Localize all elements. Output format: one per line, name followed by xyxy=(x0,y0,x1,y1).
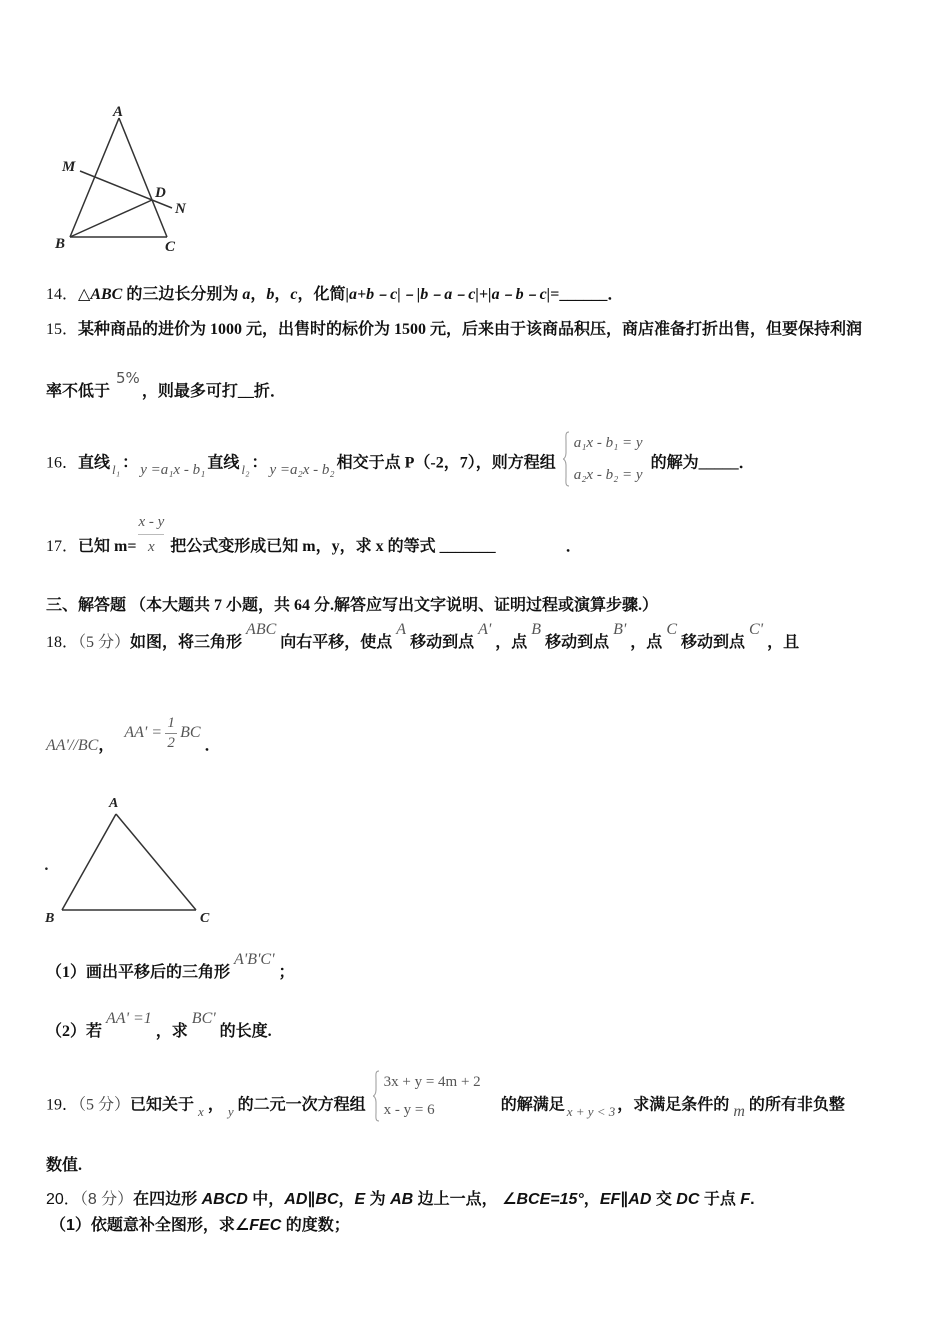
sub-question-text: 的长度. xyxy=(219,1023,272,1040)
question-text: 数值. xyxy=(46,1157,83,1174)
label-d: D xyxy=(155,185,166,201)
question-text: 向右平移，使点 xyxy=(280,634,393,651)
question-text: ，点 xyxy=(630,634,663,651)
math-point-a-prime: A' xyxy=(478,621,492,638)
semicolon: ； xyxy=(278,964,295,981)
math-angle-bce: ∠BCE=15° xyxy=(502,1191,584,1208)
system-equation-1: 3x + y = 4m + 2 xyxy=(383,1074,481,1090)
period: . xyxy=(750,1191,755,1208)
sub-question-label: （1） xyxy=(50,1217,91,1234)
question-18-part-1 xyxy=(46,951,295,983)
math-point-a: A xyxy=(396,621,407,638)
period: ． xyxy=(738,454,755,472)
question-text: 移动到点 xyxy=(545,634,610,651)
label-b: B xyxy=(55,236,66,252)
math-percent: 5% xyxy=(116,369,140,387)
period: ． xyxy=(607,286,624,303)
system-equation-2: a₂x - b₂ = y xyxy=(573,467,643,483)
section-note: （本大题共 7 小题，共 64 分.解答应写出文字说明、证明过程或演算步骤.） xyxy=(126,597,659,614)
math-bc-prime: BC' xyxy=(191,1010,216,1027)
question-text: 相交于点 P（-2，7），则方程组 xyxy=(336,454,556,472)
stray-dot: . xyxy=(45,857,49,874)
comma: ， xyxy=(583,1191,600,1208)
question-text: 的所有非负整 xyxy=(748,1096,845,1114)
period: ． xyxy=(565,538,582,555)
question-text: 交 xyxy=(651,1191,677,1208)
math-ad-parallel-bc: AD∥BC xyxy=(284,1191,339,1208)
section-title: 三、解答题 xyxy=(46,597,127,614)
question-text: 把公式变形成已知 m，y，求 x 的等式 xyxy=(170,538,440,555)
math-ef-parallel-ad: EF∥AD xyxy=(599,1191,652,1208)
comma: ， xyxy=(250,286,267,303)
equation-system xyxy=(562,431,643,487)
question-text: ，则最多可打__折． xyxy=(141,383,286,400)
variable-b: b xyxy=(266,286,275,303)
question-number: 20． xyxy=(46,1191,80,1208)
math-ab: AB xyxy=(390,1191,414,1208)
answer-blank: _____ xyxy=(698,454,739,472)
question-text: 于点 xyxy=(699,1191,741,1208)
question-score: （8 分） xyxy=(79,1191,134,1208)
question-text: 为 xyxy=(365,1191,391,1208)
question-20-part-1 xyxy=(50,1216,350,1236)
question-text: 已知 m= xyxy=(78,538,137,555)
variable-a: a xyxy=(242,286,251,303)
equation-system xyxy=(372,1070,481,1122)
sub-question-text: （1）画出平移后的三角形 xyxy=(46,964,231,981)
math-dc: DC xyxy=(676,1191,700,1208)
math-point-b: B xyxy=(531,621,542,638)
question-number: 18． xyxy=(46,634,79,651)
math-abc: ABC xyxy=(246,621,277,638)
colon: ： xyxy=(251,454,268,472)
label-a: A xyxy=(113,104,124,120)
segment-ac xyxy=(116,814,196,910)
question-text: 直线 xyxy=(207,454,240,472)
math-x: x xyxy=(198,1103,204,1119)
label-a: A xyxy=(109,796,119,811)
question-19-line-1 xyxy=(46,1074,845,1132)
math-e: E xyxy=(354,1191,366,1208)
math-rhs: BC xyxy=(180,724,201,742)
question-text: 直线 xyxy=(78,454,111,472)
question-text: 在四边形 xyxy=(133,1191,202,1208)
question-text: ，点 xyxy=(495,634,528,651)
math-lhs: AA' = xyxy=(124,724,163,742)
question-score: （5 分） xyxy=(78,1096,131,1114)
fraction-denominator: x xyxy=(148,539,155,555)
comma: ， xyxy=(207,1096,224,1114)
fraction-numerator: x - y xyxy=(138,514,165,530)
sub-question-text: 的度数； xyxy=(281,1217,350,1234)
sub-question-text: （2）若 xyxy=(46,1023,103,1040)
math-triangle-prime: A'B'C' xyxy=(234,951,275,968)
question-number: 15． xyxy=(46,321,79,338)
question-text: 某种商品的进价为 1000 元，出售时的标价为 1500 元，后来由于该商品积压，商店准备打折出售，但要保持利润 xyxy=(78,321,863,338)
left-brace-icon xyxy=(562,431,570,487)
question-text: ，求满足条件的 xyxy=(617,1096,730,1114)
equation-system-lines xyxy=(570,431,643,487)
answer-blank: ______ xyxy=(559,286,608,303)
comma: ， xyxy=(274,286,291,303)
math-line-l1: l₁ xyxy=(112,461,121,477)
comma: ， xyxy=(98,737,115,755)
colon: ： xyxy=(122,454,139,472)
question-text: 的二元一次方程组 xyxy=(237,1096,366,1114)
question-text: 移动到点 xyxy=(410,634,475,651)
label-m: M xyxy=(62,159,76,175)
math-point-b-prime: B' xyxy=(613,621,627,638)
question-number: 17． xyxy=(46,538,79,555)
math-line-l2: l₂ xyxy=(241,461,250,477)
question-text: 的解为 xyxy=(650,454,699,472)
math-parallel-condition: AA'//BC xyxy=(46,737,99,755)
question-text: 的解满足 xyxy=(500,1096,565,1114)
math-m: m xyxy=(733,1102,745,1120)
fraction-denominator: 2 xyxy=(167,735,175,751)
question-number: 16． xyxy=(46,454,79,472)
question-text: 率不低于 xyxy=(46,383,115,400)
segment-ab xyxy=(62,814,116,910)
question-score: （5 分） xyxy=(78,634,131,651)
question-text: 已知关于 xyxy=(130,1096,195,1114)
question-text: ，且 xyxy=(767,634,800,651)
triangle-symbol: △ xyxy=(78,286,91,303)
equation-system-lines xyxy=(380,1070,481,1122)
label-n: N xyxy=(175,201,186,217)
system-equation-1: a₁x - b₁ = y xyxy=(573,435,643,451)
question-text: 中， xyxy=(247,1191,285,1208)
sub-question-text: 依题意补全图形，求 xyxy=(90,1217,235,1234)
question-text: 如图，将三角形 xyxy=(130,634,243,651)
absolute-value-expression: |a+b﹣c|﹣|b﹣a﹣c|+|a﹣b﹣c| xyxy=(345,286,551,303)
question-20 xyxy=(46,1190,755,1210)
comma: ， xyxy=(338,1191,355,1208)
label-c: C xyxy=(165,239,176,255)
math-aa-prime-equals: AA' =1 xyxy=(106,1010,152,1027)
math-abcd: ABCD xyxy=(201,1191,248,1208)
question-18-part-2 xyxy=(46,1010,272,1042)
answer-blank: _______ xyxy=(439,538,496,555)
math-y: y xyxy=(227,1103,234,1119)
variable-c: c xyxy=(290,286,298,303)
math-point-c-prime: C' xyxy=(749,621,764,638)
figure-triangle-abc xyxy=(0,0,230,940)
fraction-numerator: 1 xyxy=(167,715,175,731)
label-c: C xyxy=(200,911,210,926)
left-brace-icon xyxy=(372,1070,380,1122)
question-19-line-2 xyxy=(46,1156,82,1176)
question-number: 14． xyxy=(46,286,79,303)
math-point-c: C xyxy=(666,621,677,638)
math-f: F xyxy=(740,1191,751,1208)
question-text: 移动到点 xyxy=(680,634,745,651)
system-equation-2: x - y = 6 xyxy=(383,1102,435,1118)
math-angle-fec: ∠FEC xyxy=(234,1217,282,1234)
math-line-l2-equation: y =a₂x - b₂ xyxy=(269,461,335,478)
question-text: 边上一点， xyxy=(413,1191,503,1208)
triangle-name: ABC xyxy=(90,286,123,303)
sub-question-text: ，求 xyxy=(155,1023,188,1040)
math-condition: x + y < 3 xyxy=(566,1103,616,1119)
period: ． xyxy=(204,737,221,755)
question-number: 19． xyxy=(46,1096,79,1114)
label-b: B xyxy=(45,911,55,926)
question-text: ，化简 xyxy=(297,286,346,303)
math-line-l1-equation: y =a₁x - b₁ xyxy=(140,461,206,478)
equals-sign: = xyxy=(550,286,560,303)
question-text: 的三边长分别为 xyxy=(122,286,243,303)
